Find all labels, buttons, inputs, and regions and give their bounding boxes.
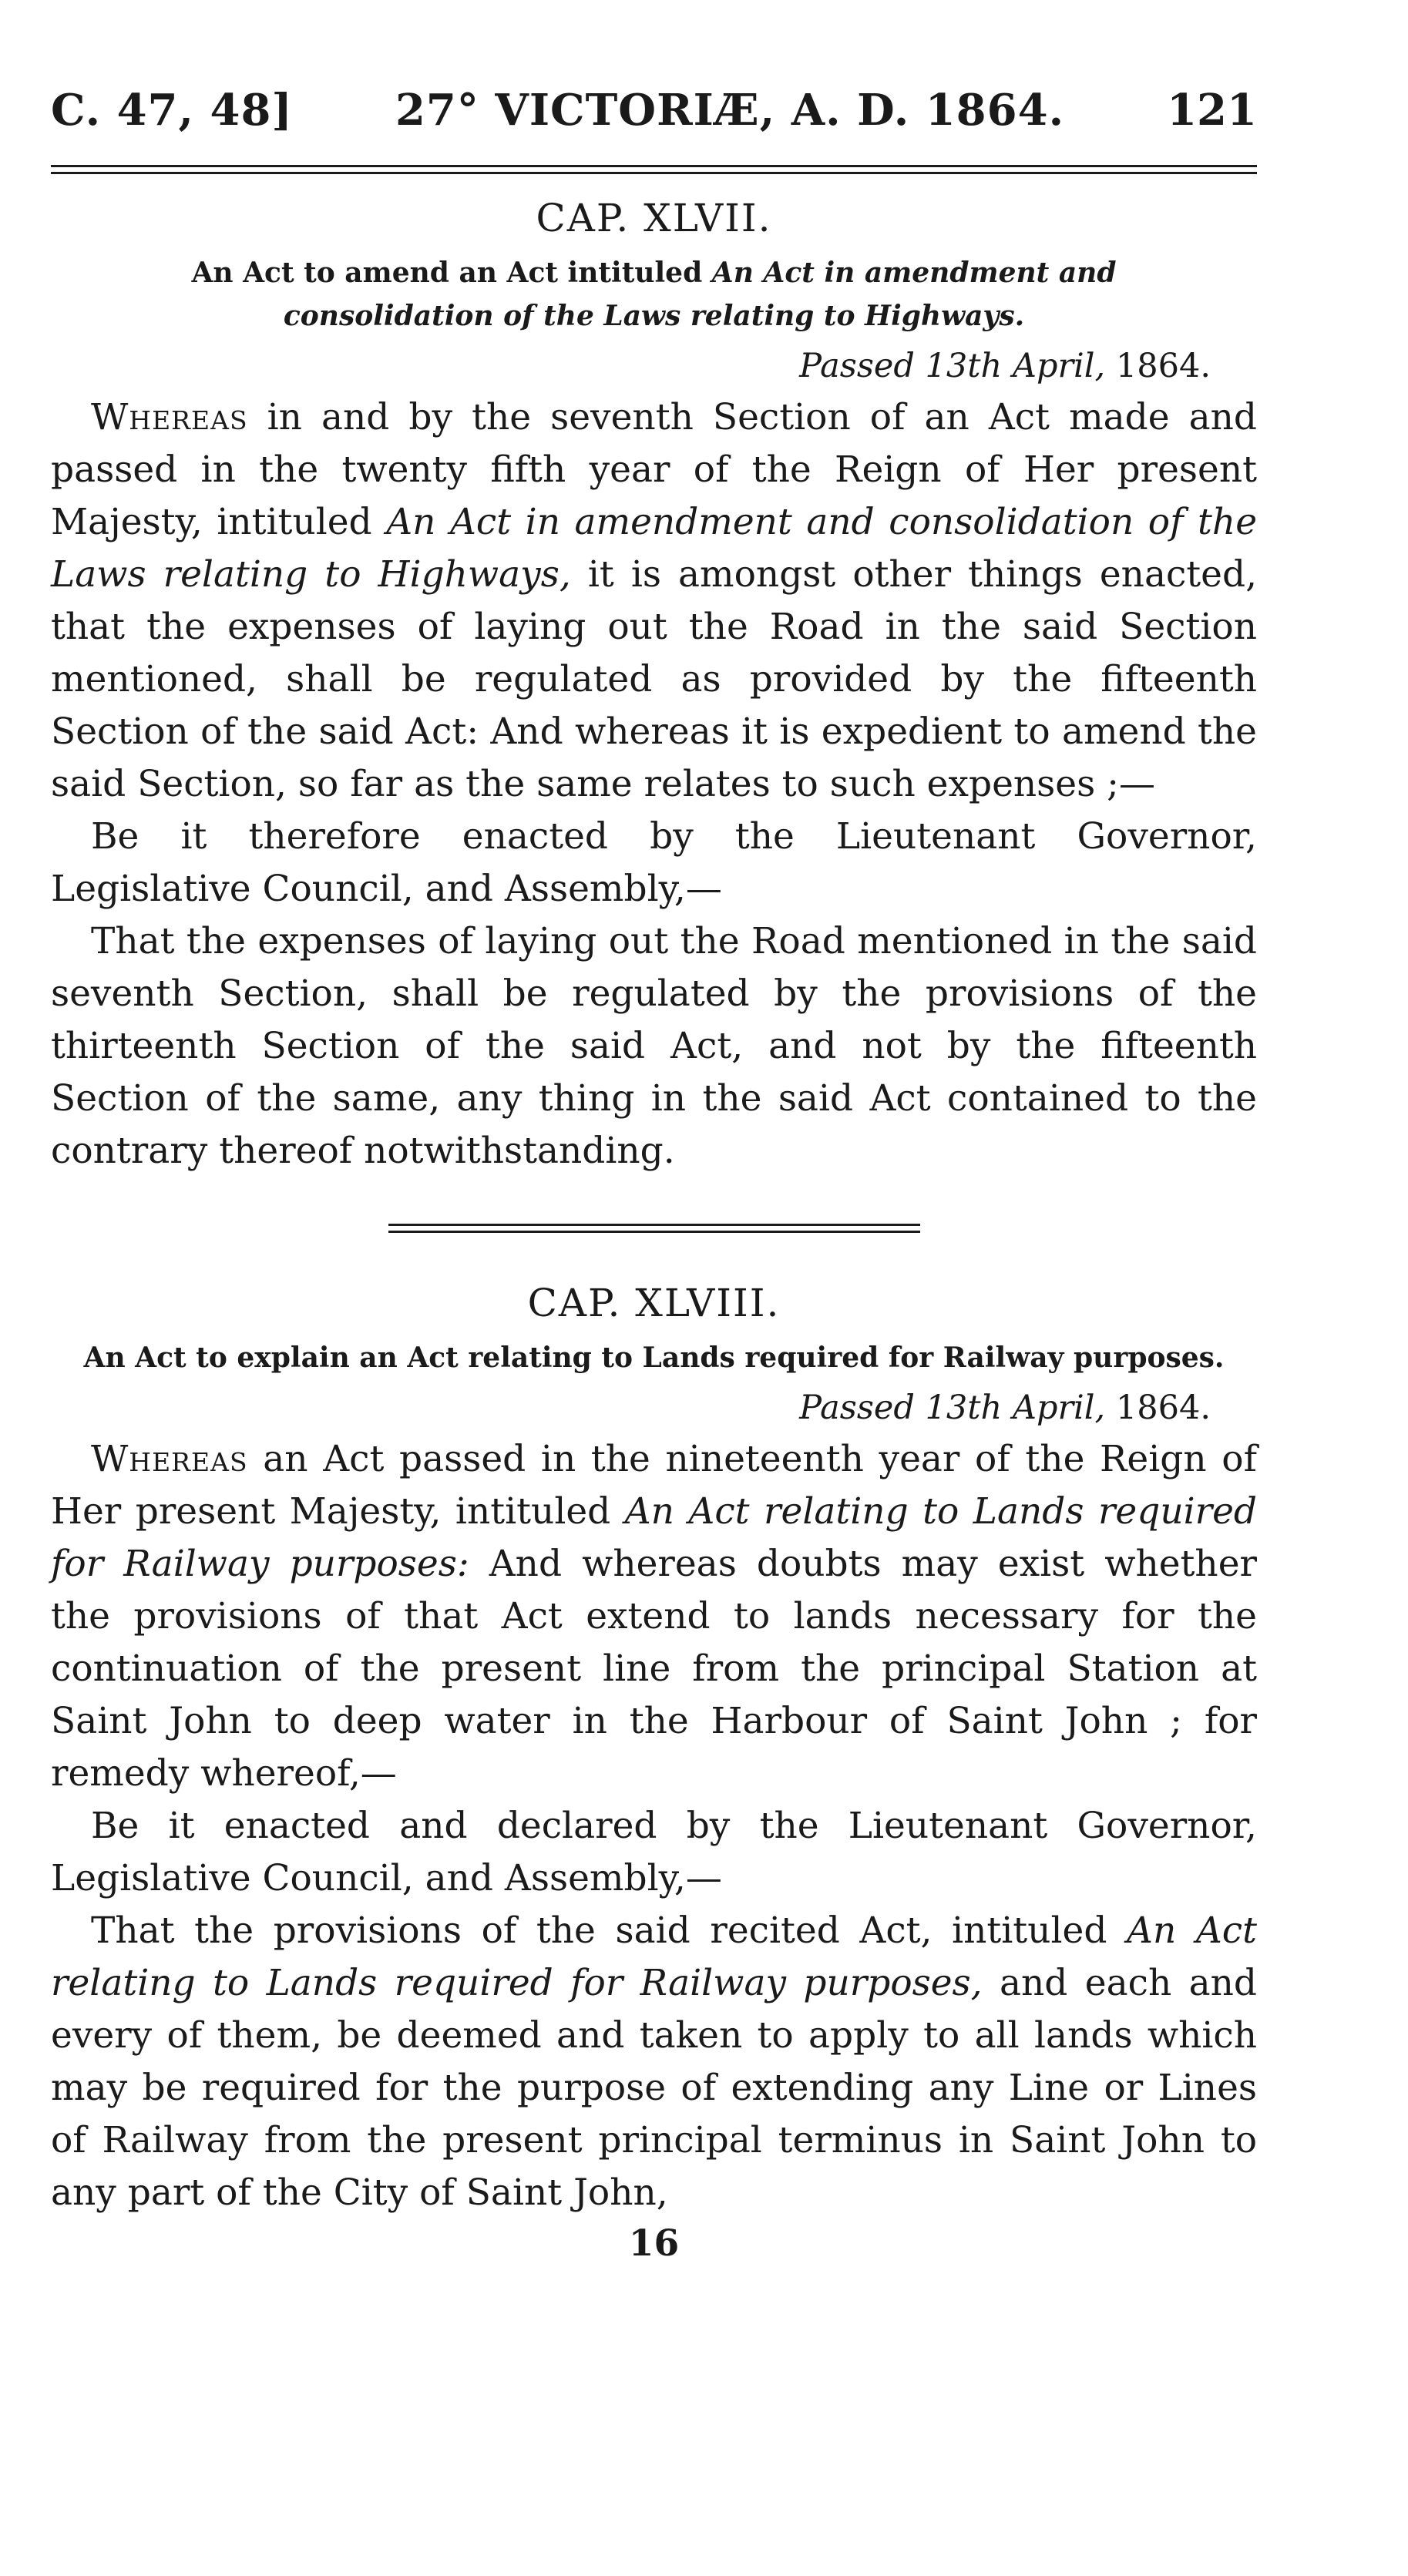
- cap-47-passed: [51, 341, 1257, 391]
- cap-47-preamble-italic: An Act in amendment and consolidation of the Laws relating to Highways,: [51, 501, 1258, 596]
- cap-48-passed-year: 1864.: [1105, 1389, 1211, 1427]
- cap-47-act-title-italic: An Act in amendment and consolidation of the Laws relating to Highways.: [283, 257, 1117, 332]
- page-number: 121: [1167, 85, 1257, 136]
- cap-48-preamble-a: an Act passed in the nineteenth year of the Reign of Her present Majesty, intituled: [51, 1438, 1257, 1533]
- cap-48-provision: [51, 1905, 1257, 2219]
- cap-47-preamble-b: it is amongst other things enacted, that the expenses of laying out the Road in the said Section mentioned, shall be regulated as provided by the fifteenth Section of the said Act: And whereas it is expedient to amend the said Section, so far as the same relates to such expenses ;—: [51, 553, 1258, 805]
- cap-48-title: CAP. XLVIII.: [527, 1281, 781, 1325]
- cap-47-enacting-clause: Be it therefore enacted by the Lieutenant Governor, Legislative Council, and Assembly,—: [51, 815, 1257, 910]
- page: [51, 85, 1257, 2269]
- chapter-range: C. 47, 48]: [51, 85, 293, 136]
- cap-47-passed-date: Passed 13th April,: [799, 347, 1106, 385]
- running-head: [51, 85, 1257, 151]
- cap-48-provision-a: That the provisions of the said recited Act, intituled: [91, 1909, 1127, 1952]
- cap-48-preamble-lead: Whereas: [91, 1438, 248, 1480]
- cap-47-preamble: [51, 391, 1257, 811]
- cap-47-passed-year: 1864.: [1105, 347, 1211, 385]
- signature-mark: 16: [628, 2222, 680, 2265]
- cap-47-title: CAP. XLVII.: [536, 196, 772, 240]
- cap-47-act-title: [82, 251, 1226, 338]
- cap-48-passed-date: Passed 13th April,: [799, 1389, 1106, 1427]
- cap-48-act-title: An Act to explain an Act relating to Lands required for Railway purposes.: [83, 1342, 1225, 1374]
- cap-48-preamble-b: And whereas doubts may exist whether the provisions of that Act extend to lands necessary for the continuation of the present line from the principal Station at Saint John to deep water in the Harbour of Saint John ; for remedy whereof,—: [51, 1543, 1257, 1795]
- cap-47-preamble-a: in and by the seventh Section of an Act made and passed in the twenty fifth year of the Reign of Her present Majesty, intituled: [51, 396, 1257, 543]
- cap-47-body: [51, 391, 1257, 1177]
- cap-48-preamble: [51, 1433, 1257, 1800]
- cap-48-provision-b: and each and every of them, be deemed and taken to apply to all lands which may be required for the purpose of extending any Line or Lines of Railway from the present principal terminus in Saint John to any part of the City of Saint John,: [51, 1962, 1257, 2214]
- regnal-year: 27° VICTORIÆ, A. D. 1864.: [395, 85, 1065, 136]
- cap-48-body: [51, 1433, 1257, 2219]
- cap-47-act-title-plain: An Act to amend an Act intituled: [191, 257, 712, 289]
- header-rule: [51, 165, 1257, 174]
- cap-47-provision: That the expenses of laying out the Road mentioned in the said seventh Section, shall be regulated by the provisions of the thirteenth Section of the said Act, and not by the fifteenth Section of the same, any thing in the said Act contained to the contrary thereof notwithstanding.: [51, 920, 1257, 1172]
- cap-48-enacting-clause: Be it enacted and declared by the Lieutenant Governor, Legislative Council, and Assembly,—: [51, 1805, 1257, 1899]
- cap-48-passed: [51, 1382, 1257, 1433]
- cap-47-preamble-lead: Whereas: [91, 396, 248, 438]
- section-divider: [388, 1224, 920, 1233]
- cap-48-preamble-italic: An Act relating to Lands required for Railway purposes:: [51, 1490, 1258, 1585]
- cap-48-provision-italic: An Act relating to Lands required for Railway purposes,: [51, 1909, 1257, 2004]
